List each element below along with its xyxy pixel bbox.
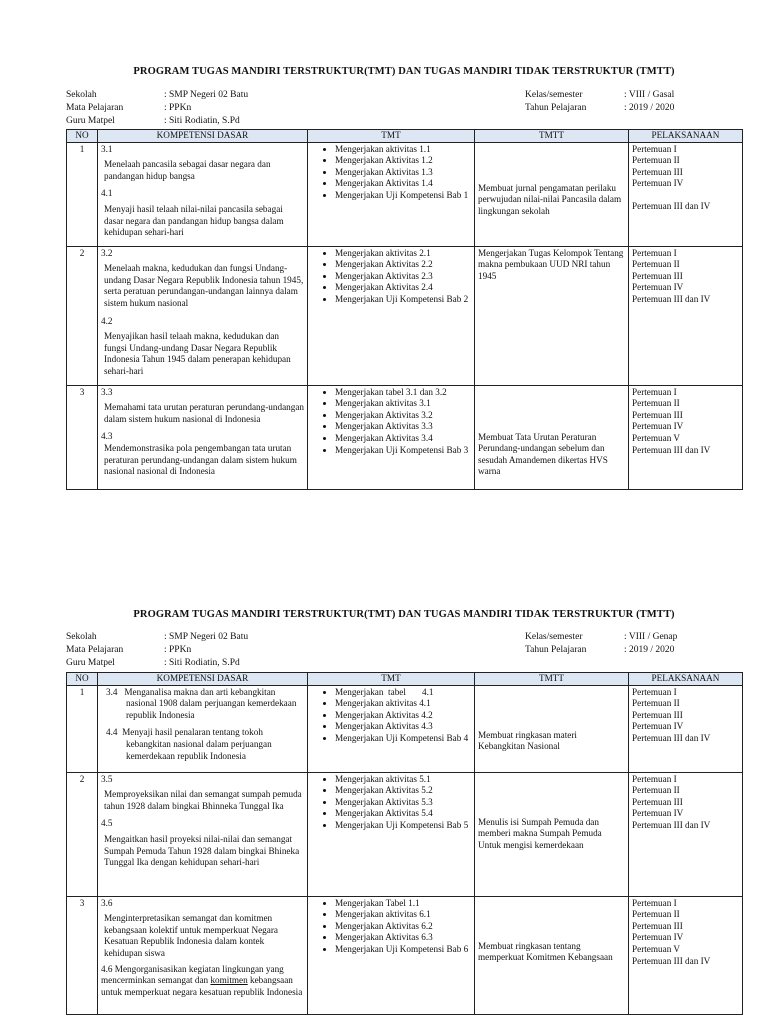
kompetensi-dasar-cell — [98, 385, 308, 489]
document-title: PROGRAM TUGAS MANDIRI TERSTRUKTUR(TMT) DAN TUGAS MANDIRI TIDAK TERSTRUKTUR (TMTT) — [133, 609, 675, 620]
tmt-item: • Mengerjakan aktivitas 3.1 — [335, 398, 471, 410]
tmt-item: • Mengerjakan Uji Kompetensi Bab 4 — [335, 733, 471, 745]
row-number: 3 — [67, 896, 98, 1014]
pelaksanaan-item: Pertemuan III dan IV — [632, 955, 711, 966]
class-value: : VIII / Genap — [624, 632, 678, 642]
tmt-item: • Mengerjakan Uji Kompetensi Bab 3 — [335, 445, 471, 457]
teacher-value: : Siti Rodiatin, S.Pd — [164, 116, 240, 126]
teacher-value: : Siti Rodiatin, S.Pd — [164, 658, 240, 668]
kd-entry-text — [101, 727, 304, 762]
kd-text: Menyaji hasil telaah nilai-nilai pancasila sebagai dasar negara dan pandangan hidup bangsa dalam kehidupan sehari-hari — [104, 203, 284, 238]
header-kompetensi-dasar: KOMPETENSI DASAR — [98, 130, 308, 143]
tmt-item: • Mengerjakan Aktivitas 1.3 — [335, 167, 471, 179]
assignment-table — [66, 129, 743, 490]
pelaksanaan-item: Pertemuan IV — [632, 721, 684, 732]
tmtt-cell: Membuat ringkasan materi Kebangkitan Nasional — [475, 685, 629, 772]
kd-number: 4.4 — [106, 727, 118, 738]
pelaksanaan-cell — [629, 685, 743, 772]
tmtt-cell: Membuat Tata Urutan Peraturan Perundang-undangan sebelum dan sesudah Amandemen dikertas HVS warna — [475, 385, 629, 489]
header-tmtt: TMTT — [475, 130, 629, 143]
pelaksanaan-item: Pertemuan III dan IV — [632, 732, 711, 743]
pelaksanaan-item: Pertemuan I — [632, 686, 677, 697]
header-tmtt: TMTT — [475, 673, 629, 686]
kd-number: 3.2 — [101, 247, 113, 258]
kd-text: Memproyeksikan nilai dan semangat sumpah pemuda tahun 1928 dalam bingkai Bhinneka Tunggal Ika — [104, 789, 302, 811]
school-label: Sekolah — [66, 632, 97, 642]
table-row — [67, 685, 743, 772]
pelaksanaan-cell — [629, 385, 743, 489]
pelaksanaan-item: Pertemuan II — [632, 398, 680, 409]
school-value: : SMP Negeri 02 Batu — [164, 632, 249, 642]
tmt-item: • Mengerjakan tabel 4.1 — [335, 687, 471, 699]
row-number: 3 — [67, 385, 98, 489]
pelaksanaan-item: Pertemuan III — [632, 796, 683, 807]
pelaksanaan-item: Pertemuan III dan IV — [632, 200, 711, 211]
pelaksanaan-item: Pertemuan I — [632, 386, 677, 397]
class-label: Kelas/semester — [525, 90, 583, 100]
kd-number: 3.4 — [106, 686, 118, 697]
pelaksanaan-item: Pertemuan III — [632, 409, 683, 420]
pelaksanaan-item: Pertemuan III — [632, 709, 683, 720]
year-value: : 2019 / 2020 — [624, 103, 675, 113]
tmt-item: • Mengerjakan Aktivitas 2.4 — [335, 282, 471, 294]
pelaksanaan-item: Pertemuan II — [632, 155, 680, 166]
tmt-item: • Mengerjakan Aktivitas 4.3 — [335, 721, 471, 733]
class-value: : VIII / Gasal — [624, 90, 675, 100]
header-pelaksanaan: PELAKSANAAN — [629, 673, 743, 686]
tmt-item: • Mengerjakan tabel 3.1 dan 3.2 — [335, 387, 471, 399]
kd-entry — [101, 727, 304, 762]
pelaksanaan-item: Pertemuan IV — [632, 282, 684, 293]
tmt-item: • Mengerjakan Aktivitas 3.2 — [335, 410, 471, 422]
school-value: : SMP Negeri 02 Batu — [164, 90, 249, 100]
tmt-cell — [308, 142, 475, 246]
pelaksanaan-item: Pertemuan I — [632, 897, 677, 908]
tmt-cell — [308, 246, 475, 385]
pelaksanaan-item: Pertemuan III — [632, 920, 683, 931]
row-number: 2 — [67, 772, 98, 896]
kd-number: 4.1 — [101, 188, 113, 199]
tmt-item: • Mengerjakan Aktivitas 5.3 — [335, 797, 471, 809]
pelaksanaan-item: Pertemuan II — [632, 785, 680, 796]
pelaksanaan-item: Pertemuan IV — [632, 178, 684, 189]
kompetensi-dasar-cell — [98, 246, 308, 385]
subject-label: Mata Pelajaran — [66, 103, 124, 113]
teacher-label: Guru Matpel — [66, 116, 115, 126]
tmt-item: • Mengerjakan Aktivitas 5.4 — [335, 808, 471, 820]
kd-text-part: 4.6 Mengorganisasikan kegiatan lingkungan yang mencerminkan semangat dan — [101, 963, 284, 986]
tmt-item: • Mengerjakan Aktivitas 2.2 — [335, 259, 471, 271]
kompetensi-dasar-cell — [98, 896, 308, 1014]
tmt-item: • Mengerjakan aktivitas 4.1 — [335, 698, 471, 710]
header-tmt: TMT — [308, 673, 475, 686]
tmt-item: • Mengerjakan Aktivitas 1.4 — [335, 178, 471, 190]
pelaksanaan-item: Pertemuan II — [632, 698, 680, 709]
tmt-item: • Mengerjakan aktivitas 2.1 — [335, 248, 471, 260]
table-row — [67, 772, 743, 896]
pelaksanaan-item: Pertemuan II — [632, 909, 680, 920]
kd-text: Mengaitkan hasil proyeksi nilai-nilai dan semangat Sumpah Pemuda Tahun 1928 dalam bingkai Bhineka Tunggal Ika dengan kehidupan sehari-hari — [104, 833, 300, 868]
tmt-item: • Mengerjakan aktivitas 1.1 — [335, 144, 471, 156]
kd-text: Mendemonstrasika pola pengembangan tata urutan peraturan perundang-undangan dalam sistem hukum nasional nasional di Indonesia — [104, 442, 297, 477]
tmt-item: • Mengerjakan aktivitas 6.1 — [335, 909, 471, 921]
tmt-cell — [308, 685, 475, 772]
header-tmt: TMT — [308, 130, 475, 143]
kd-entry — [101, 687, 304, 722]
tmt-item: • Mengerjakan Aktivitas 3.4 — [335, 433, 471, 445]
row-number: 1 — [67, 142, 98, 246]
tmt-item: • Mengerjakan Tabel 1.1 — [335, 898, 471, 910]
tmt-item: • Mengerjakan Aktivitas 5.2 — [335, 785, 471, 797]
header-pelaksanaan: PELAKSANAAN — [629, 130, 743, 143]
pelaksanaan-item: Pertemuan III — [632, 166, 683, 177]
kd-text-part: kebangsaan untuk memperkuat negara kesatuan republik Indonesia — [101, 975, 303, 997]
year-value: : 2019 / 2020 — [624, 645, 675, 655]
pelaksanaan-item: Pertemuan I — [632, 247, 677, 258]
document-title: PROGRAM TUGAS MANDIRI TERSTRUKTUR(TMT) DAN TUGAS MANDIRI TIDAK TERSTRUKTUR (TMTT) — [133, 66, 675, 77]
teacher-label: Guru Matpel — [66, 658, 115, 668]
kd-text: Menginterpretasikan semangat dan komitmen kebangsaan kolektif untuk memperkuat Negara Kesatuan Republik Indonesia dalam kontek kehidupan siswa — [104, 913, 278, 958]
kd-number: 3.5 — [101, 773, 113, 784]
tmt-item: • Mengerjakan Uji Kompetensi Bab 1 — [335, 190, 471, 202]
table-header-row — [67, 673, 743, 686]
pelaksanaan-item: Pertemuan III — [632, 270, 683, 281]
tmt-item: • Mengerjakan Uji Kompetensi Bab 5 — [335, 820, 471, 832]
kd-number: 4.2 — [101, 315, 113, 326]
kd-text: Menelaah pancasila sebagai dasar negara dan pandangan hidup bangsa — [104, 159, 271, 181]
kd-number: 4.5 — [101, 818, 113, 829]
assignment-table — [66, 672, 743, 1015]
table-row — [67, 246, 743, 385]
pelaksanaan-cell — [629, 246, 743, 385]
tmt-item: • Mengerjakan Uji Kompetensi Bab 2 — [335, 294, 471, 306]
subject-value: : PPKn — [164, 645, 192, 655]
subject-value: : PPKn — [164, 103, 192, 113]
table-row — [67, 385, 743, 489]
tmtt-cell: Mengerjakan Tugas Kelompok Tentang makna pembukaan UUD NRI tahun 1945 — [475, 246, 629, 385]
pelaksanaan-item: Pertemuan I — [632, 773, 677, 784]
year-label: Tahun Pelajaran — [525, 103, 587, 113]
pelaksanaan-item: Pertemuan II — [632, 259, 680, 270]
tmt-item: • Mengerjakan Aktivitas 6.3 — [335, 932, 471, 944]
tmtt-cell: Membuat jurnal pengamatan perilaku perwujudan nilai-nilai Pancasila dalam lingkungan sekolah — [475, 142, 629, 246]
tmt-item: • Mengerjakan Aktivitas 1.2 — [335, 155, 471, 167]
pelaksanaan-cell — [629, 142, 743, 246]
header-no: NO — [67, 673, 98, 686]
tmt-cell — [308, 385, 475, 489]
kd-text-underlined: komitmen — [210, 975, 248, 986]
kompetensi-dasar-cell — [98, 772, 308, 896]
row-number: 2 — [67, 246, 98, 385]
kd-number: 3.6 — [101, 897, 113, 908]
tmt-item: • Mengerjakan Aktivitas 2.3 — [335, 271, 471, 283]
tmt-item: • Mengerjakan Aktivitas 3.3 — [335, 421, 471, 433]
tmtt-cell: Menulis isi Sumpah Pemuda dan memberi makna Sumpah Pemuda Untuk mengisi kemerdekaan — [475, 772, 629, 896]
pelaksanaan-item: Pertemuan III dan IV — [632, 293, 711, 304]
tmt-item: • Mengerjakan Aktivitas 4.2 — [335, 710, 471, 722]
kd-text: Menyajikan hasil telaah makna, kedudukan dan fungsi Undang-undang Dasar Negara Republik Indonesia Tahun 1945 dalam penerapan kehidupan sehari-hari — [104, 331, 291, 376]
tmt-item: • Mengerjakan aktivitas 5.1 — [335, 774, 471, 786]
kd-text: Memahami tata urutan peraturan perundang-undangan dalam sistem hukum nasional di Indonesia — [104, 402, 305, 424]
pelaksanaan-spacer — [632, 190, 739, 201]
kompetensi-dasar-cell — [98, 685, 308, 772]
pelaksanaan-item: Pertemuan III dan IV — [632, 444, 711, 455]
school-label: Sekolah — [66, 90, 97, 100]
kd-entry-text — [101, 687, 304, 722]
pelaksanaan-cell — [629, 896, 743, 1014]
kompetensi-dasar-cell — [98, 142, 308, 246]
pelaksanaan-item: Pertemuan I — [632, 143, 677, 154]
pelaksanaan-item: Pertemuan IV — [632, 421, 684, 432]
kd-text: Menyaji hasil penalaran tentang tokoh kebangkitan nasional dalam perjuangan kemerdekaan republik Indonesia — [122, 727, 272, 761]
header-no: NO — [67, 130, 98, 143]
tmt-item: • Mengerjakan Uji Kompetensi Bab 6 — [335, 944, 471, 956]
pelaksanaan-item: Pertemuan IV — [632, 808, 684, 819]
pelaksanaan-cell — [629, 772, 743, 896]
row-number: 1 — [67, 685, 98, 772]
pelaksanaan-item: Pertemuan IV — [632, 932, 684, 943]
pelaksanaan-item: Pertemuan V — [632, 943, 681, 954]
kd-text: Menelaah makna, kedudukan dan fungsi Undang-undang Dasar Negara Republik Indonesia tahun 1945, serta peratuan perundangan-undangan lainnya dalam sistem hukum nasional — [104, 263, 304, 308]
table-header-row — [67, 130, 743, 143]
class-label: Kelas/semester — [525, 632, 583, 642]
kd-number: 4.3 — [101, 431, 113, 442]
kd-number: 3.3 — [101, 386, 113, 397]
tmt-cell — [308, 896, 475, 1014]
year-label: Tahun Pelajaran — [525, 645, 587, 655]
table-row — [67, 896, 743, 1014]
tmt-item: • Mengerjakan Aktivitas 6.2 — [335, 921, 471, 933]
kd-text: Menganalisa makna dan arti kebangkitan nasional 1908 dalam perjuangan kemerdekaan republik Indonesia — [124, 686, 297, 720]
table-row — [67, 142, 743, 246]
pelaksanaan-item: Pertemuan III dan IV — [632, 819, 711, 830]
pelaksanaan-item: Pertemuan V — [632, 432, 681, 443]
header-kompetensi-dasar: KOMPETENSI DASAR — [98, 673, 308, 686]
kd-text-4-6 — [101, 964, 304, 999]
subject-label: Mata Pelajaran — [66, 645, 124, 655]
kd-number: 3.1 — [101, 143, 113, 154]
tmtt-cell: Membuat ringkasan tentang memperkuat Komitmen Kebangsaan — [475, 896, 629, 1014]
tmt-cell — [308, 772, 475, 896]
